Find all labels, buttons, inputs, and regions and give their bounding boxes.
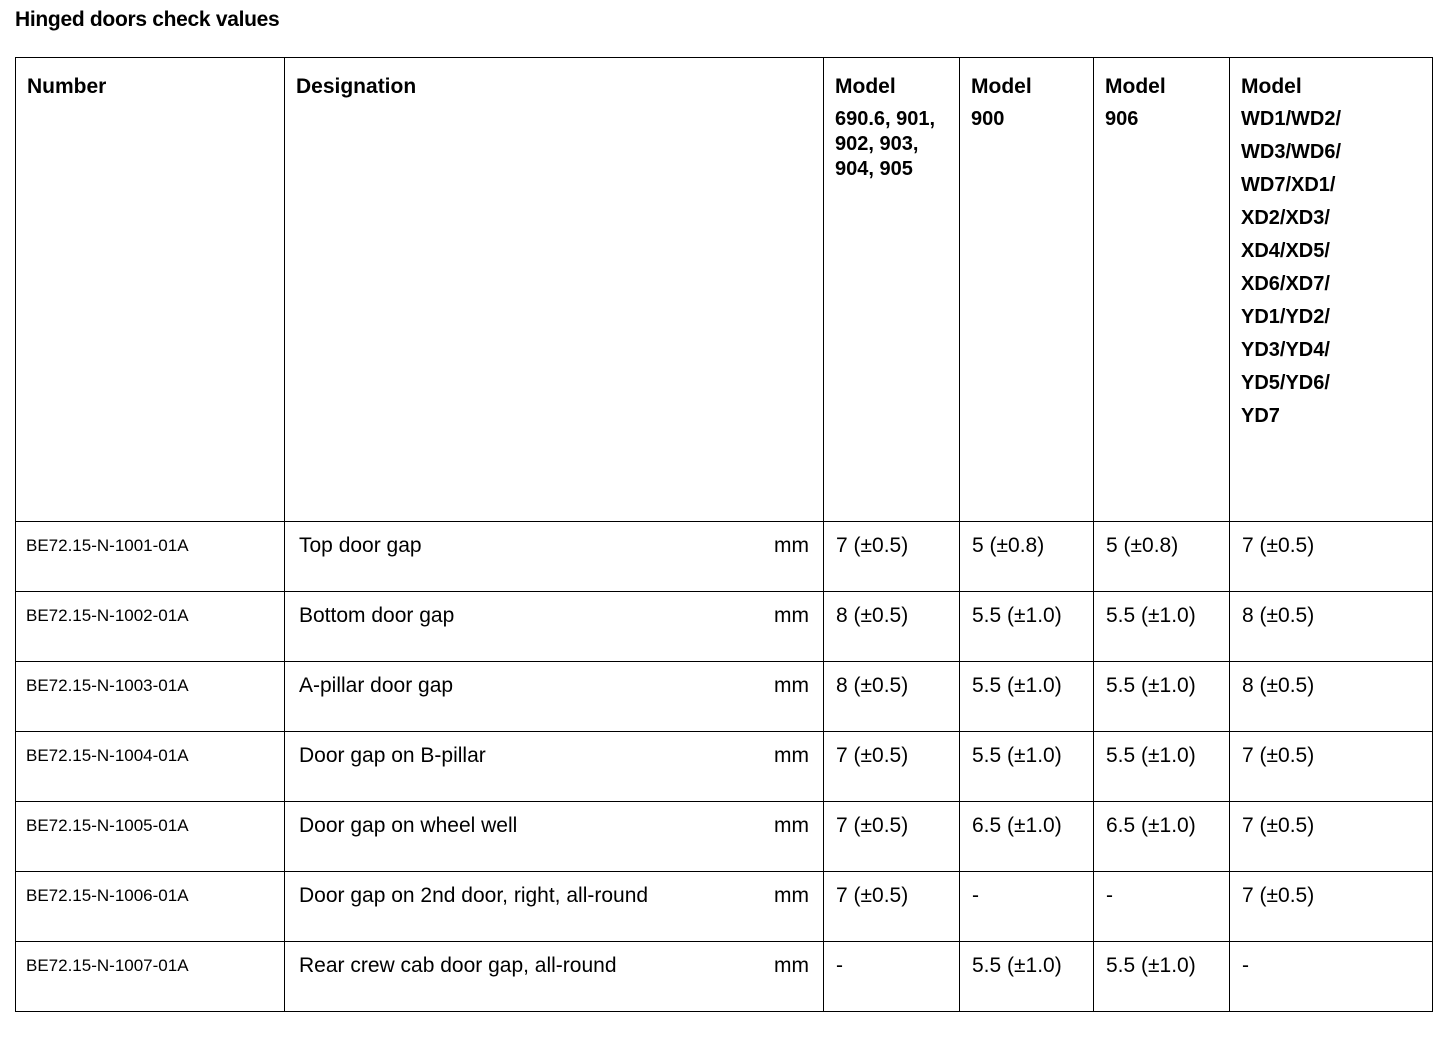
header-model-2: [960, 58, 1094, 522]
value-model-4: -: [1230, 942, 1433, 1012]
value-model-4: 8 (±0.5): [1230, 592, 1433, 662]
designation-text: Door gap on B-pillar: [299, 744, 486, 767]
table-row: [16, 942, 1433, 1012]
value-model-1: 7 (±0.5): [824, 522, 960, 592]
designation-text: Bottom door gap: [299, 604, 455, 627]
value-model-4: 7 (±0.5): [1230, 872, 1433, 942]
table-row: [16, 802, 1433, 872]
check-values-table: [15, 57, 1433, 1012]
header-model-4: [1230, 58, 1433, 522]
value-model-4: 7 (±0.5): [1230, 522, 1433, 592]
unit-label: mm: [774, 674, 809, 697]
table-row: [16, 872, 1433, 942]
value-model-3: 5 (±0.8): [1094, 522, 1230, 592]
row-designation: [285, 802, 824, 872]
row-designation: [285, 522, 824, 592]
row-number: BE72.15-N-1003-01A: [16, 662, 285, 732]
value-model-2: 6.5 (±1.0): [960, 802, 1094, 872]
designation-text: Door gap on wheel well: [299, 814, 518, 837]
row-designation: [285, 662, 824, 732]
value-model-4: 7 (±0.5): [1230, 732, 1433, 802]
value-model-1: -: [824, 942, 960, 1012]
value-model-2: 5.5 (±1.0): [960, 942, 1094, 1012]
value-model-1: 7 (±0.5): [824, 872, 960, 942]
value-model-3: 5.5 (±1.0): [1094, 592, 1230, 662]
value-model-3: 5.5 (±1.0): [1094, 942, 1230, 1012]
value-model-2: 5.5 (±1.0): [960, 732, 1094, 802]
row-designation: [285, 872, 824, 942]
value-model-1: 7 (±0.5): [824, 802, 960, 872]
unit-label: mm: [774, 744, 809, 767]
header-number: Number: [16, 58, 285, 522]
value-model-2: 5.5 (±1.0): [960, 662, 1094, 732]
row-number: BE72.15-N-1004-01A: [16, 732, 285, 802]
row-designation: [285, 732, 824, 802]
table-row: [16, 662, 1433, 732]
model-label: Model: [971, 75, 1032, 98]
value-model-2: 5.5 (±1.0): [960, 592, 1094, 662]
value-model-2: 5 (±0.8): [960, 522, 1094, 592]
unit-label: mm: [774, 814, 809, 837]
header-model-3: [1094, 58, 1230, 522]
header-designation: Designation: [285, 58, 824, 522]
row-number: BE72.15-N-1001-01A: [16, 522, 285, 592]
model-variants: WD1/WD2/ WD3/WD6/ WD7/XD1/ XD2/XD3/ XD4/XD5/ XD6/XD7/ YD1/YD2/ YD3/YD4/ YD5/YD6/ YD7: [1241, 108, 1341, 427]
unit-label: mm: [774, 534, 809, 557]
unit-label: mm: [774, 954, 809, 977]
designation-text: Top door gap: [299, 534, 422, 557]
row-number: BE72.15-N-1002-01A: [16, 592, 285, 662]
unit-label: mm: [774, 884, 809, 907]
designation-text: Door gap on 2nd door, right, all-round: [299, 884, 649, 907]
value-model-1: 7 (±0.5): [824, 732, 960, 802]
value-model-3: 5.5 (±1.0): [1094, 732, 1230, 802]
model-variants: 906: [1105, 108, 1139, 130]
row-designation: [285, 942, 824, 1012]
row-number: BE72.15-N-1006-01A: [16, 872, 285, 942]
table-row: [16, 592, 1433, 662]
row-number: BE72.15-N-1007-01A: [16, 942, 285, 1012]
model-label: Model: [1241, 75, 1302, 98]
unit-label: mm: [774, 604, 809, 627]
value-model-3: -: [1094, 872, 1230, 942]
value-model-4: 7 (±0.5): [1230, 802, 1433, 872]
row-number: BE72.15-N-1005-01A: [16, 802, 285, 872]
designation-text: A-pillar door gap: [299, 674, 454, 697]
model-label: Model: [1105, 75, 1166, 98]
model-variants: 900: [971, 108, 1005, 130]
value-model-1: 8 (±0.5): [824, 662, 960, 732]
designation-text: Rear crew cab door gap, all-round: [299, 954, 617, 977]
value-model-3: 5.5 (±1.0): [1094, 662, 1230, 732]
value-model-2: -: [960, 872, 1094, 942]
model-label: Model: [835, 75, 896, 98]
model-variants: 690.6, 901, 902, 903, 904, 905: [835, 108, 936, 180]
table-row: [16, 522, 1433, 592]
value-model-4: 8 (±0.5): [1230, 662, 1433, 732]
table-header-row: [16, 58, 1433, 522]
page-title: Hinged doors check values: [15, 8, 280, 31]
value-model-3: 6.5 (±1.0): [1094, 802, 1230, 872]
value-model-1: 8 (±0.5): [824, 592, 960, 662]
header-model-1: [824, 58, 960, 522]
table-row: [16, 732, 1433, 802]
row-designation: [285, 592, 824, 662]
